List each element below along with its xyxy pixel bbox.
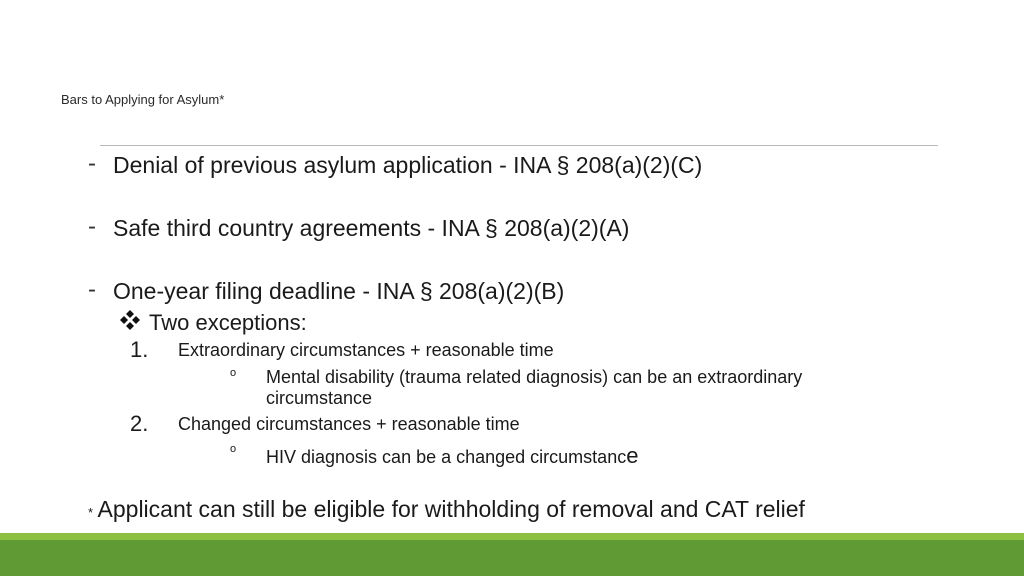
exception-number: 1. <box>130 337 149 362</box>
bullet-item: One-year filing deadline - INA § 208(a)(2)(B) <box>113 278 565 304</box>
footnote-text: Applicant can still be eligible for withholding of removal and CAT relief <box>97 496 805 522</box>
four-diamond-icon <box>118 308 142 332</box>
bullet-marker: - <box>88 276 96 303</box>
exceptions-heading: Two exceptions: <box>149 310 307 335</box>
exception-number: 2. <box>130 411 149 436</box>
bullet-marker: - <box>88 150 96 177</box>
footer-accent-dark <box>0 540 1024 576</box>
exception-detail-last-letter: e <box>626 443 639 468</box>
bullet-marker: - <box>88 213 96 240</box>
sub-bullet-marker: o <box>230 443 237 455</box>
exception-text: Extraordinary circumstances + reasonable time <box>178 340 554 360</box>
exception-text: Changed circumstances + reasonable time <box>178 414 520 434</box>
exception-detail <box>266 443 638 469</box>
bullet-item: Safe third country agreements - INA § 208(a)(2)(A) <box>113 215 630 241</box>
bullet-item: Denial of previous asylum application - INA § 208(a)(2)(C) <box>113 152 703 178</box>
title-divider <box>100 145 938 146</box>
slide-title: Bars to Applying for Asylum* <box>61 92 225 107</box>
exception-detail-continued: circumstance <box>266 388 373 408</box>
exception-detail: Mental disability (trauma related diagnosis) can be an extraordinary <box>266 367 803 387</box>
footnote <box>88 496 805 523</box>
exception-detail-main: HIV diagnosis can be a changed circumstanc <box>266 447 627 467</box>
sub-bullet-marker: o <box>230 367 237 379</box>
footnote-mark: * <box>88 505 94 520</box>
footer-accent-light <box>0 533 1024 540</box>
